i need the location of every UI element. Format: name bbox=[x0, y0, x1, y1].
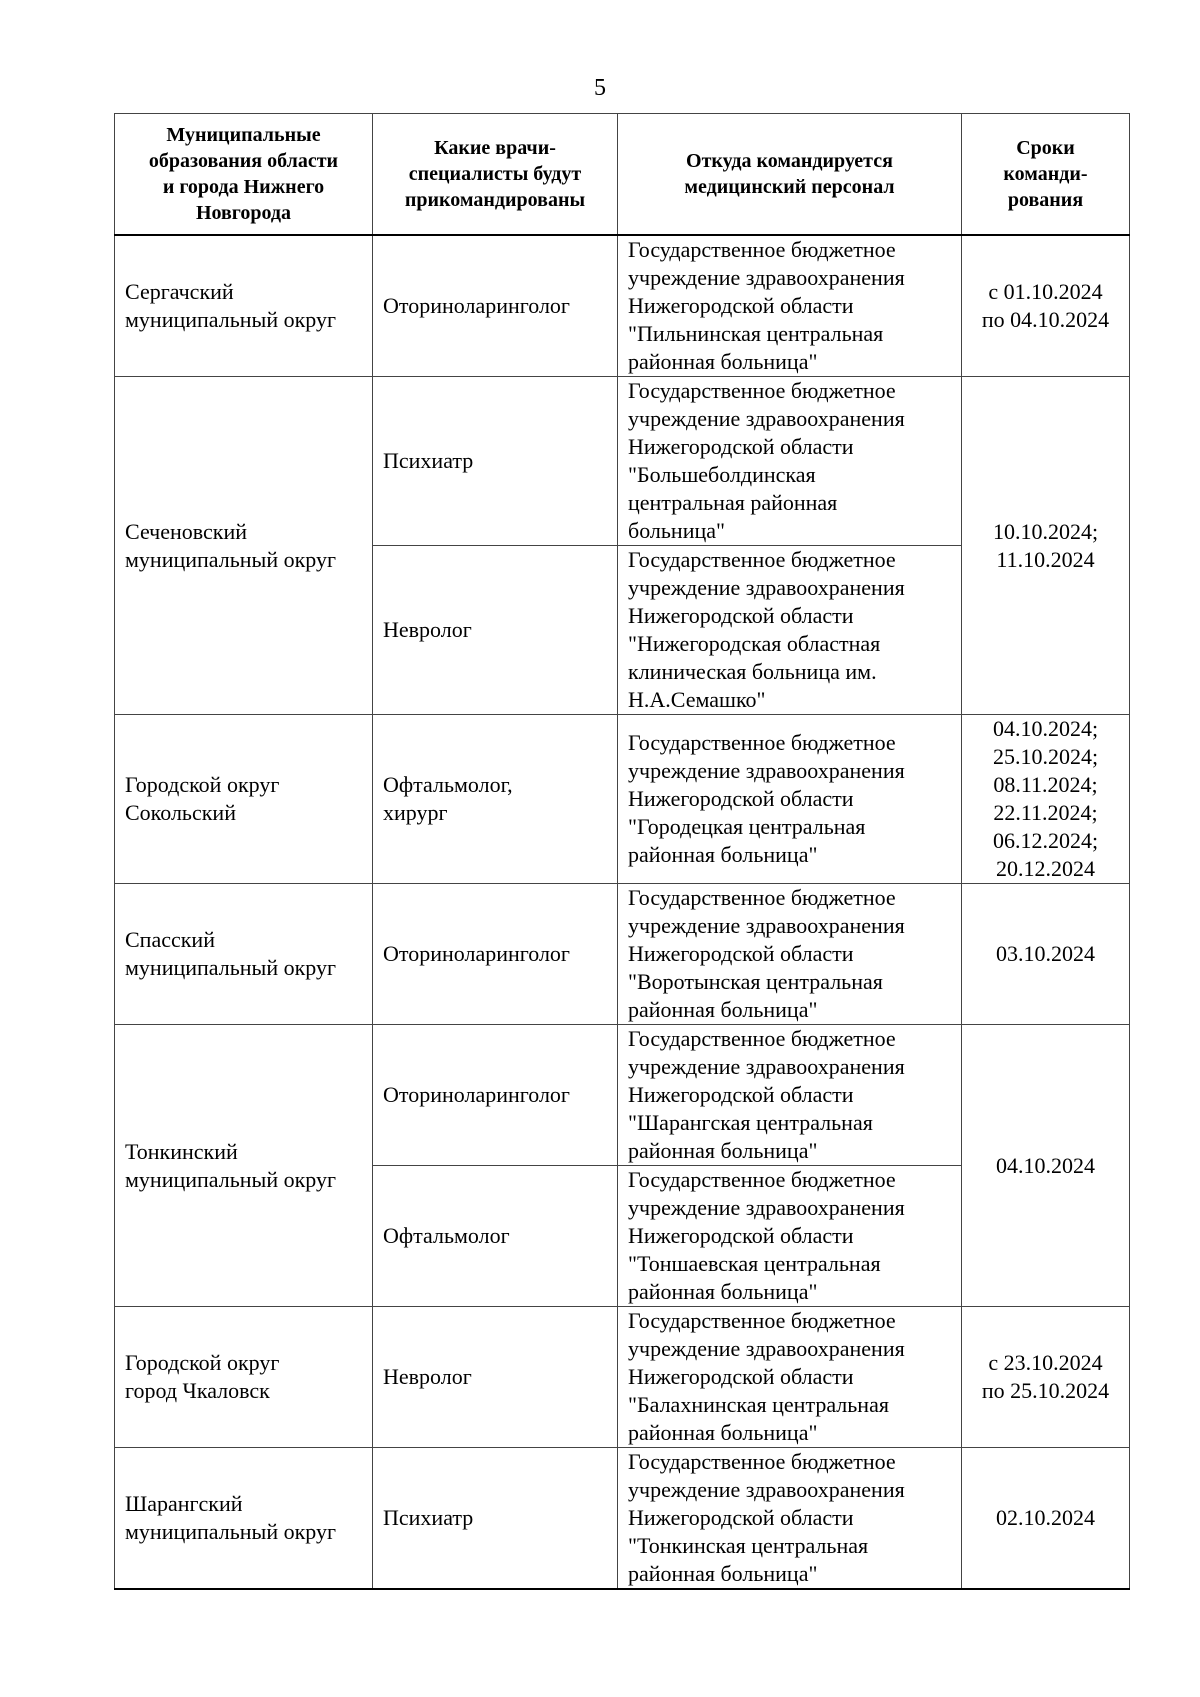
text-line: 08.11.2024; bbox=[993, 772, 1098, 797]
cell-specialty bbox=[373, 546, 618, 715]
cell-specialty bbox=[373, 715, 618, 884]
cell-specialty bbox=[373, 1307, 618, 1448]
cell-specialty bbox=[373, 377, 618, 546]
text-line: и города Нижнего bbox=[162, 176, 325, 198]
cell-origin bbox=[618, 715, 962, 884]
text-line: районная больница" bbox=[628, 349, 818, 374]
text-line: с 01.10.2024 bbox=[988, 279, 1103, 304]
text-line: Психиатр bbox=[383, 448, 474, 473]
text-line: Офтальмолог, bbox=[383, 772, 513, 797]
cell-specialty bbox=[373, 235, 618, 377]
header-municipality bbox=[115, 114, 373, 236]
text-line: муниципальный округ bbox=[125, 1519, 337, 1544]
text-line: Городской округ bbox=[125, 772, 280, 797]
table-row bbox=[115, 884, 1130, 1025]
text-line: 04.10.2024; bbox=[992, 716, 1099, 741]
cell-specialty bbox=[373, 1166, 618, 1307]
text-line: учреждение здравоохранения bbox=[628, 265, 905, 290]
text-line: Государственное бюджетное bbox=[628, 730, 896, 755]
text-line: прикомандированы bbox=[404, 189, 586, 211]
text-line: учреждение здравоохранения bbox=[628, 1195, 905, 1220]
text-line: 03.10.2024 bbox=[996, 941, 1095, 966]
secondment-schedule-table bbox=[114, 113, 1130, 1590]
text-line: Какие врачи- bbox=[434, 137, 556, 159]
table-header-row bbox=[115, 114, 1130, 236]
text-line: районная больница" bbox=[628, 1420, 818, 1445]
text-line: учреждение здравоохранения bbox=[628, 758, 905, 783]
table-row bbox=[115, 377, 1130, 546]
cell-municipality bbox=[115, 235, 373, 377]
text-line: Психиатр bbox=[383, 1505, 474, 1530]
text-line: Сокольский bbox=[125, 800, 236, 825]
text-line: Тонкинский bbox=[125, 1138, 238, 1164]
cell-dates bbox=[962, 1307, 1130, 1448]
text-line: Государственное бюджетное bbox=[628, 237, 896, 262]
text-line: 02.10.2024 bbox=[996, 1505, 1095, 1530]
cell-dates bbox=[962, 377, 1130, 715]
text-line: муниципальный округ bbox=[125, 307, 337, 332]
text-line: районная больница" bbox=[628, 1138, 818, 1163]
text-line: Н.А.Семашко" bbox=[628, 687, 766, 712]
cell-specialty bbox=[373, 884, 618, 1025]
text-line: 04.10.2024 bbox=[996, 1152, 1095, 1178]
text-line: учреждение здравоохранения bbox=[628, 406, 905, 431]
text-line: Нижегородской области bbox=[628, 941, 854, 966]
text-line: хирург bbox=[383, 800, 448, 825]
text-line: учреждение здравоохранения bbox=[628, 575, 905, 600]
header-specialists bbox=[373, 114, 618, 236]
text-line: Государственное бюджетное bbox=[628, 885, 896, 910]
cell-municipality bbox=[115, 377, 373, 715]
text-line: 25.10.2024; bbox=[992, 744, 1099, 769]
text-line: "Тонкинская центральная bbox=[628, 1533, 869, 1558]
text-line: учреждение здравоохранения bbox=[628, 913, 905, 938]
cell-municipality bbox=[115, 715, 373, 884]
cell-origin bbox=[618, 546, 962, 715]
cell-origin bbox=[618, 884, 962, 1025]
table-body bbox=[115, 235, 1130, 1589]
cell-origin bbox=[618, 377, 962, 546]
text-line: учреждение здравоохранения bbox=[628, 1336, 905, 1361]
header-origin bbox=[618, 114, 962, 236]
text-line: Нижегородской области bbox=[628, 1082, 854, 1107]
text-line: Офтальмолог bbox=[383, 1223, 510, 1248]
text-line: команди- bbox=[1003, 163, 1088, 185]
text-line: Государственное бюджетное bbox=[628, 1026, 896, 1051]
text-line: Нижегородской области bbox=[628, 293, 854, 318]
text-line: больница" bbox=[628, 518, 725, 543]
cell-municipality bbox=[115, 1307, 373, 1448]
text-line: по 04.10.2024 bbox=[981, 307, 1110, 332]
text-line: муниципальный округ bbox=[125, 546, 337, 572]
text-line: "Городецкая центральная bbox=[628, 814, 866, 839]
text-line: муниципальный округ bbox=[125, 955, 337, 980]
text-line: с 23.10.2024 bbox=[988, 1350, 1103, 1375]
text-line: специалисты будут bbox=[408, 163, 582, 185]
text-line: Нижегородской области bbox=[628, 603, 854, 628]
text-line: "Тоншаевская центральная bbox=[628, 1251, 881, 1276]
text-line: "Большеболдинская bbox=[628, 462, 816, 487]
text-line: Муниципальные bbox=[166, 124, 321, 146]
cell-origin bbox=[618, 235, 962, 377]
text-line: Невролог bbox=[383, 617, 472, 642]
text-line: "Нижегородская областная bbox=[628, 631, 881, 656]
cell-dates bbox=[962, 715, 1130, 884]
table-row bbox=[115, 715, 1130, 884]
text-line: город Чкаловск bbox=[125, 1378, 270, 1403]
text-line: по 25.10.2024 bbox=[981, 1378, 1110, 1403]
table-row bbox=[115, 1025, 1130, 1166]
cell-municipality bbox=[115, 1448, 373, 1590]
text-line: "Воротынская центральная bbox=[628, 969, 883, 994]
text-line: районная больница" bbox=[628, 1561, 818, 1586]
cell-dates bbox=[962, 884, 1130, 1025]
text-line: Государственное бюджетное bbox=[628, 1167, 896, 1192]
text-line: клиническая больница им. bbox=[628, 659, 877, 684]
cell-municipality bbox=[115, 1025, 373, 1307]
text-line: учреждение здравоохранения bbox=[628, 1477, 905, 1502]
text-line: образования области bbox=[148, 150, 339, 172]
text-line: районная больница" bbox=[628, 842, 818, 867]
cell-municipality bbox=[115, 884, 373, 1025]
cell-specialty bbox=[373, 1448, 618, 1590]
cell-specialty bbox=[373, 1025, 618, 1166]
table-row bbox=[115, 1448, 1130, 1590]
cell-origin bbox=[618, 1025, 962, 1166]
text-line: "Шарангская центральная bbox=[628, 1110, 873, 1135]
text-line: Городской округ bbox=[125, 1350, 280, 1375]
header-dates bbox=[962, 114, 1130, 236]
text-line: районная больница" bbox=[628, 1279, 818, 1304]
page-number: 5 bbox=[594, 75, 606, 101]
text-line: Сеченовский bbox=[125, 518, 248, 544]
text-line: Государственное бюджетное bbox=[628, 1449, 896, 1474]
text-line: Нижегородской области bbox=[628, 1364, 854, 1389]
text-line: "Балахнинская центральная bbox=[628, 1392, 889, 1417]
text-line: Откуда командируется bbox=[686, 150, 893, 172]
cell-dates bbox=[962, 1025, 1130, 1307]
cell-dates bbox=[962, 235, 1130, 377]
text-line: Новгорода bbox=[195, 202, 292, 224]
text-line: муниципальный округ bbox=[125, 1166, 337, 1192]
text-line: 20.12.2024 bbox=[996, 856, 1095, 881]
text-line: 11.10.2024 bbox=[996, 546, 1095, 572]
text-line: Нижегородской области bbox=[628, 434, 854, 459]
table-row bbox=[115, 235, 1130, 377]
text-line: Оториноларинголог bbox=[383, 941, 570, 966]
text-line: Нижегородской области bbox=[628, 786, 854, 811]
cell-dates bbox=[962, 1448, 1130, 1590]
text-line: Сергачский bbox=[125, 279, 234, 304]
text-line: Невролог bbox=[383, 1364, 472, 1389]
text-line: "Пильнинская центральная bbox=[628, 321, 884, 346]
text-line: Сроки bbox=[1016, 137, 1075, 159]
text-line: Нижегородской области bbox=[628, 1223, 854, 1248]
text-line: Государственное бюджетное bbox=[628, 1308, 896, 1333]
text-line: 22.11.2024; bbox=[993, 800, 1098, 825]
text-line: Государственное бюджетное bbox=[628, 547, 896, 572]
text-line: 06.12.2024; bbox=[992, 828, 1099, 853]
text-line: медицинский персонал bbox=[684, 176, 895, 198]
text-line: Шарангский bbox=[125, 1491, 243, 1516]
text-line: Государственное бюджетное bbox=[628, 378, 896, 403]
text-line: 10.10.2024; bbox=[992, 518, 1099, 544]
text-line: Спасский bbox=[125, 927, 215, 952]
text-line: Оториноларинголог bbox=[383, 1082, 570, 1107]
text-line: учреждение здравоохранения bbox=[628, 1054, 905, 1079]
cell-origin bbox=[618, 1448, 962, 1590]
text-line: Оториноларинголог bbox=[383, 293, 570, 318]
cell-origin bbox=[618, 1166, 962, 1307]
text-line: районная больница" bbox=[628, 997, 818, 1022]
text-line: Нижегородской области bbox=[628, 1505, 854, 1530]
table-row bbox=[115, 1307, 1130, 1448]
text-line: центральная районная bbox=[628, 490, 838, 515]
cell-origin bbox=[618, 1307, 962, 1448]
text-line: рования bbox=[1007, 189, 1084, 211]
